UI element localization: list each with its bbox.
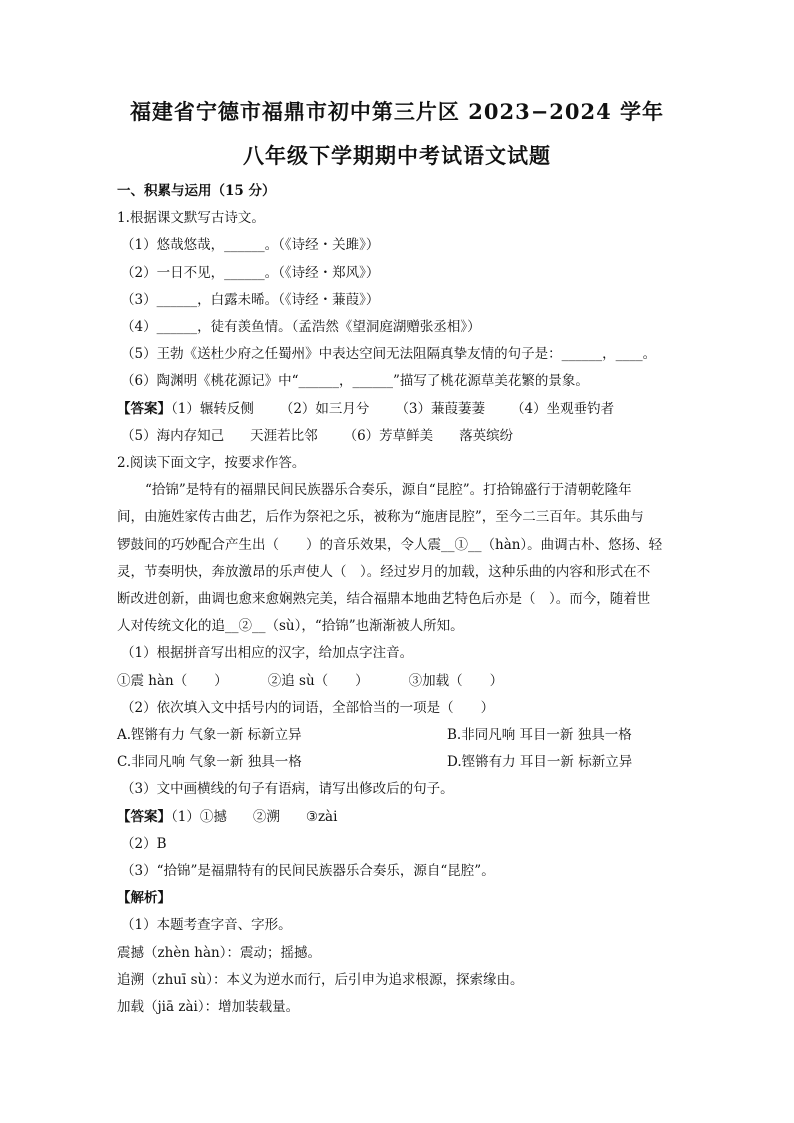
option-a: A.铿锵有力 气象一新 标新立异 [117,727,302,744]
answer-part: （4）坐观垂钓者 [511,400,615,417]
question-1-item: （1）悠哉悠哉，______。（《诗经・关雎》） [121,237,380,254]
fill-item: ③加载（ ） [408,672,504,689]
question-2-sub2: （2）依次填入文中括号内的词语，全部恰当的一项是（ ） [121,699,495,716]
question-1-item: （2）一日不见，______。（《诗经・郑风》） [121,264,380,281]
question-1-item: （4）______，徒有羡鱼情。（孟浩然《望洞庭湖赠张丞相》） [121,319,481,336]
question-1-answer-line2 [117,423,677,450]
page-title-line1: 福建省宁德市福鼎市初中第三片区 2023−2024 学年 [129,99,665,124]
fill-item: ①震 hàn（ ） [117,672,228,689]
options-row-1 [117,722,677,749]
question-2-answer-3: （3）“拾锦”是福鼎特有的民间民族器乐合奏乐，源自“昆腔”。 [121,863,495,880]
page-title-line2: 八年级下学期期中考试语文试题 [243,143,551,168]
analysis-line: （1）本题考查字音、字形。 [121,917,292,934]
option-c: C.非同凡响 气象一新 独具一格 [117,754,302,771]
question-1-stem: 1.根据课文默写古诗文。 [117,210,265,227]
question-2-answer-2: （2）B [121,835,167,852]
analysis-line: 追溯（zhuī sù）：本义为逆水而行，后引申为追求根源，探索缘由。 [117,971,524,988]
answer-part: （2）如三月兮 [279,400,370,417]
question-2-answer-line1 [117,804,677,831]
answer-part: （3）蒹葭萋萋 [395,400,486,417]
section-heading: 一、积累与运用（15 分） [117,183,276,199]
answer-part: ③zài [305,808,338,825]
passage-line: 锣鼓间的巧妙配合产生出（ ）的音乐效果，令人震__①__（hàn）。曲调古朴、悠扬、轻 [117,536,663,553]
question-1-item: （3）______，白露未晞。（《诗经・蒹葭》） [121,291,380,308]
passage-line: “拾锦”是特有的福鼎民间民族器乐合奏乐，源自“昆腔”。打拾锦盛行于清朝乾隆年 [145,482,632,499]
passage-line: 灵，节奏明快，奔放激昂的乐声使人（ ）。经过岁月的加载，这种乐曲的内容和形式在不 [117,563,651,580]
answer-tag: 【答案】 [117,808,171,825]
question-2-sub1-fill [117,668,677,695]
document-body [117,178,677,1021]
options-row-2 [117,749,677,776]
option-d: D.铿锵有力 耳目一新 标新立异 [447,754,633,771]
question-1-item: （5）王勃《送杜少府之任蜀州》中表达空间无法阻隔真挚友情的句子是：______，____。 [121,346,657,363]
analysis-line: 加载（jiā zài）：增加装载量。 [117,999,300,1016]
answer-part: （1）辗转反侧 [171,400,254,417]
question-2-sub3: （3）文中画横线的句子有语病，请写出修改后的句子。 [121,781,454,798]
question-1-answer-line1 [117,396,677,423]
fill-item: ②追 sù（ ） [267,672,369,689]
answer-part: （6）芳草鲜美 [343,427,434,444]
question-2-sub1: （1）根据拼音写出相应的汉字，给加点字注音。 [121,645,414,662]
answer-part: 天涯若比邻 [250,427,318,444]
question-1-item: （6）陶渊明《桃花源记》中“______，______”描写了桃花源草美花繁的景象。 [121,373,589,390]
analysis-line: 震撼（zhèn hàn）：震动；摇撼。 [117,944,321,961]
option-b: B.非同凡响 耳目一新 独具一格 [447,727,632,744]
passage-line: 人对传统文化的追__②__（sù），“拾锦”也渐渐被人所知。 [117,618,464,635]
answer-tag: 【答案】 [117,400,171,417]
analysis-tag: 【解析】 [117,890,171,907]
answer-part: ②溯 [252,808,280,825]
question-2-stem: 2.阅读下面文字，按要求作答。 [117,455,306,472]
passage-line: 间，由施姓家传古曲艺，后作为祭祀之乐，被称为“施唐昆腔”，至今二三百年。其乐曲与 [117,509,644,526]
answer-part: 落英缤纷 [459,427,514,444]
answer-part: （1）①撼 [171,808,227,825]
passage-line: 断改进创新，曲调也愈来愈娴熟完美，结合福鼎本地曲艺特色后亦是（ ）。而今，随着世 [117,591,651,608]
answer-part: （5）海内存知己 [121,427,225,444]
